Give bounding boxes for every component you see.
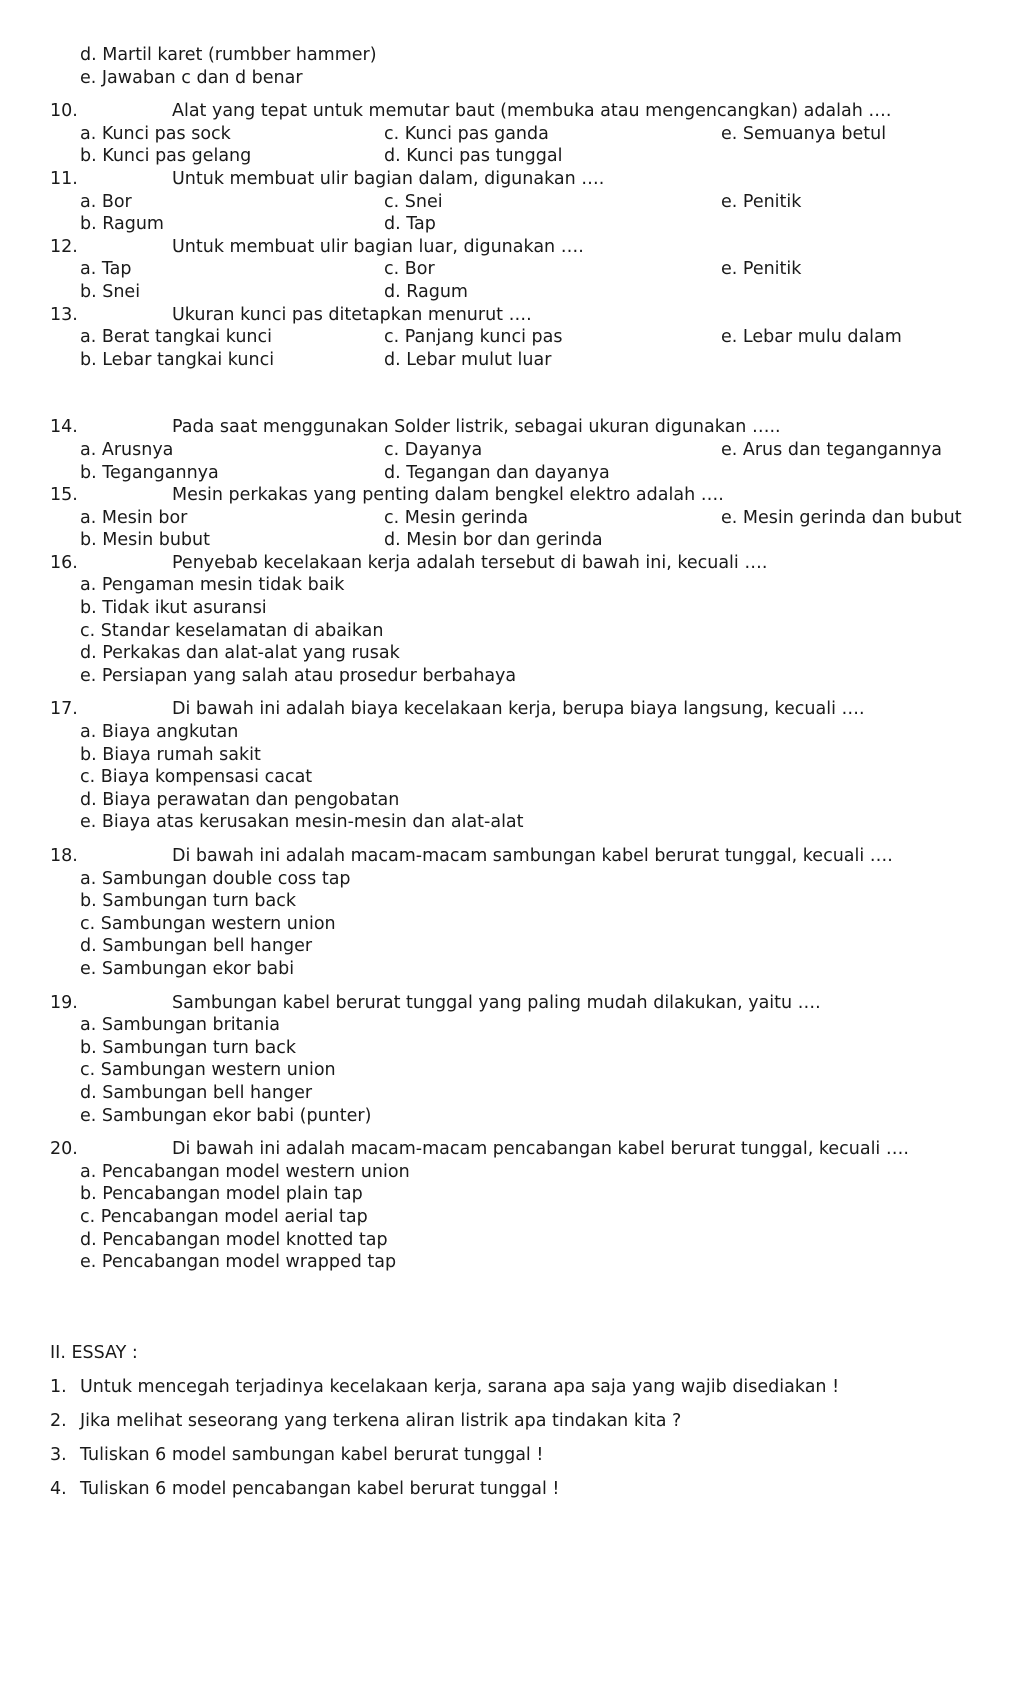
option-row (0, 1014, 1024, 1037)
option-e: e. Lebar mulu dalam (721, 327, 902, 348)
option-d: d. Perkakas dan alat-alat yang rusak (80, 643, 400, 664)
option-a: a. Pengaman mesin tidak baik (80, 575, 345, 596)
option-row (0, 281, 1024, 304)
question-15 (0, 484, 1024, 507)
option-a: a. Sambungan double coss tap (80, 868, 351, 889)
question-number: 16. (50, 552, 78, 573)
option-row (0, 1059, 1024, 1082)
option-row (0, 529, 1024, 552)
question-16 (0, 552, 1024, 575)
option-row (0, 597, 1024, 620)
question-text: Sambungan kabel berurat tunggal yang paling mudah dilakukan, yaitu …. (172, 992, 821, 1013)
question-text: Di bawah ini adalah macam-macam sambungan kabel berurat tunggal, kecuali …. (172, 846, 893, 866)
option-b: b. Ragum (80, 214, 164, 235)
option-d: d. Sambungan bell hanger (80, 936, 313, 957)
question-number: 18. (50, 846, 78, 866)
question-number: 17. (50, 699, 78, 720)
question-number: 13. (50, 304, 78, 325)
question-text: Di bawah ini adalah macam-macam pencabangan kabel berurat tunggal, kecuali …. (172, 1139, 909, 1160)
question-text: Ukuran kunci pas ditetapkan menurut …. (172, 304, 532, 325)
question-text: Untuk membuat ulir bagian luar, digunakan …. (172, 236, 584, 257)
option-a: a. Pencabangan model western union (80, 1161, 410, 1182)
option-a: a. Tap (80, 259, 132, 280)
option-row (0, 665, 1024, 688)
essay-number: 3. (50, 1444, 67, 1465)
option-e: e. Persiapan yang salah atau prosedur berbahaya (80, 665, 517, 686)
option-row (0, 721, 1024, 744)
option-c: c. Pencabangan model aerial tap (80, 1206, 368, 1227)
option-row (0, 868, 1024, 891)
option-b: b. Tidak ikut asuransi (80, 598, 267, 619)
question-19 (0, 992, 1024, 1015)
option-b: b. Pencabangan model plain tap (80, 1184, 363, 1205)
essay-number: 2. (50, 1410, 67, 1431)
option-c: c. Mesin gerinda (384, 507, 529, 528)
question-text: Pada saat menggunakan Solder listrik, sebagai ukuran digunakan ….. (172, 417, 781, 438)
option-b: b. Sambungan turn back (80, 891, 296, 912)
essay-text: Tuliskan 6 model sambungan kabel berurat tunggal ! (80, 1444, 544, 1465)
option-row (0, 1229, 1024, 1252)
essay-title: II. ESSAY : (50, 1342, 138, 1363)
option-a: a. Arusnya (80, 439, 174, 460)
essay-text: Untuk mencegah terjadinya kecelakaan kerja, sarana apa saja yang wajib disediakan ! (80, 1376, 840, 1397)
option-e: e. Sambungan ekor babi (80, 958, 295, 979)
question-18 (0, 845, 1024, 868)
option-c: c. Sambungan western union (80, 1060, 336, 1081)
option-row (0, 913, 1024, 936)
option-c: c. Dayanya (384, 439, 483, 460)
question-number: 15. (50, 485, 78, 506)
question-text: Mesin perkakas yang penting dalam bengkel elektro adalah …. (172, 485, 724, 506)
option-b: b. Biaya rumah sakit (80, 744, 261, 765)
option-a: a. Sambungan britania (80, 1015, 280, 1036)
option-row (0, 1251, 1024, 1274)
option-row (0, 789, 1024, 812)
question-20 (0, 1138, 1024, 1161)
question-number: 14. (50, 417, 78, 438)
option-row (0, 935, 1024, 958)
question-text: Alat yang tepat untuk memutar baut (membuka atau mengencangkan) adalah …. (172, 101, 892, 122)
option-c: c. Panjang kunci pas (384, 327, 563, 348)
option-d: d. Lebar mulut luar (384, 349, 552, 370)
option-b: b. Sambungan turn back (80, 1037, 296, 1058)
essay-section-title (0, 1342, 1024, 1376)
essay-number: 4. (50, 1478, 67, 1499)
option-a: a. Bor (80, 191, 132, 212)
essay-number: 1. (50, 1376, 67, 1397)
option-d: d. Ragum (384, 281, 468, 302)
option-b: b. Lebar tangkai kunci (80, 349, 275, 370)
question-text: Untuk membuat ulir bagian dalam, digunakan …. (172, 168, 605, 189)
option-row (0, 191, 1024, 214)
option-e: e. Semuanya betul (721, 123, 887, 144)
option-d: d. Sambungan bell hanger (80, 1082, 313, 1103)
essay-text: Jika melihat seseorang yang terkena aliran listrik apa tindakan kita ? (80, 1410, 682, 1431)
option-row (0, 213, 1024, 236)
question-number: 19. (50, 992, 78, 1013)
option-e: e. Mesin gerinda dan bubut (721, 507, 962, 528)
option-row (0, 1206, 1024, 1229)
option-d: d. Biaya perawatan dan pengobatan (80, 789, 400, 810)
option-e: e. Penitik (721, 191, 802, 212)
option-row (0, 958, 1024, 981)
option-row (0, 811, 1024, 834)
option-d: d. Pencabangan model knotted tap (80, 1229, 388, 1250)
option-row (0, 642, 1024, 665)
option-row (0, 349, 1024, 372)
option-d: d. Tegangan dan dayanya (384, 462, 610, 483)
essay-item (0, 1444, 1024, 1478)
question-12 (0, 236, 1024, 259)
question-number: 11. (50, 168, 78, 189)
option-e: e. Jawaban c dan d benar (80, 67, 303, 88)
option-d: d. Tap (384, 214, 436, 235)
question-17 (0, 698, 1024, 721)
option-row (0, 439, 1024, 462)
question-13 (0, 304, 1024, 327)
option-e: e. Sambungan ekor babi (punter) (80, 1105, 372, 1126)
question-number: 10. (50, 101, 78, 122)
question-number: 20. (50, 1139, 78, 1160)
option-d: d. Kunci pas tunggal (384, 146, 563, 167)
option-row (0, 744, 1024, 767)
option-b: b. Tegangannya (80, 462, 219, 483)
option-row (0, 462, 1024, 485)
option-row (0, 67, 1024, 90)
option-row (0, 44, 1024, 67)
option-d: d. Mesin bor dan gerinda (384, 530, 603, 551)
option-e: e. Arus dan tegangannya (721, 439, 942, 460)
option-a: a. Kunci pas sock (80, 123, 231, 144)
option-c: c. Biaya kompensasi cacat (80, 767, 313, 788)
option-e: e. Penitik (721, 259, 802, 280)
essay-item (0, 1410, 1024, 1444)
option-a: a. Biaya angkutan (80, 722, 239, 743)
option-b: b. Kunci pas gelang (80, 146, 252, 167)
question-14 (0, 416, 1024, 439)
question-text: Penyebab kecelakaan kerja adalah tersebut di bawah ini, kecuali …. (172, 552, 768, 573)
option-row (0, 145, 1024, 168)
option-row (0, 326, 1024, 349)
option-row (0, 1105, 1024, 1128)
option-c: c. Standar keselamatan di abaikan (80, 620, 384, 641)
question-11 (0, 168, 1024, 191)
option-c: c. Snei (384, 191, 443, 212)
option-c: c. Kunci pas ganda (384, 123, 549, 144)
option-a: a. Mesin bor (80, 507, 188, 528)
option-row (0, 1082, 1024, 1105)
option-d: d. Martil karet (rumbber hammer) (80, 45, 377, 65)
option-row (0, 507, 1024, 530)
essay-text: Tuliskan 6 model pencabangan kabel berurat tunggal ! (80, 1478, 560, 1499)
option-row (0, 258, 1024, 281)
option-e: e. Pencabangan model wrapped tap (80, 1252, 397, 1273)
option-row (0, 620, 1024, 643)
essay-item (0, 1478, 1024, 1512)
option-row (0, 890, 1024, 913)
question-number: 12. (50, 236, 78, 257)
option-row (0, 1161, 1024, 1184)
option-b: b. Mesin bubut (80, 530, 210, 551)
option-c: c. Bor (384, 259, 435, 280)
option-row (0, 1183, 1024, 1206)
option-a: a. Berat tangkai kunci (80, 327, 272, 348)
option-row (0, 1037, 1024, 1060)
essay-item (0, 1376, 1024, 1410)
option-row (0, 766, 1024, 789)
option-e: e. Biaya atas kerusakan mesin-mesin dan alat-alat (80, 812, 524, 833)
question-10 (0, 100, 1024, 123)
option-c: c. Sambungan western union (80, 913, 336, 934)
question-text: Di bawah ini adalah biaya kecelakaan kerja, berupa biaya langsung, kecuali …. (172, 699, 865, 720)
option-row (0, 123, 1024, 146)
option-row (0, 574, 1024, 597)
option-b: b. Snei (80, 281, 141, 302)
